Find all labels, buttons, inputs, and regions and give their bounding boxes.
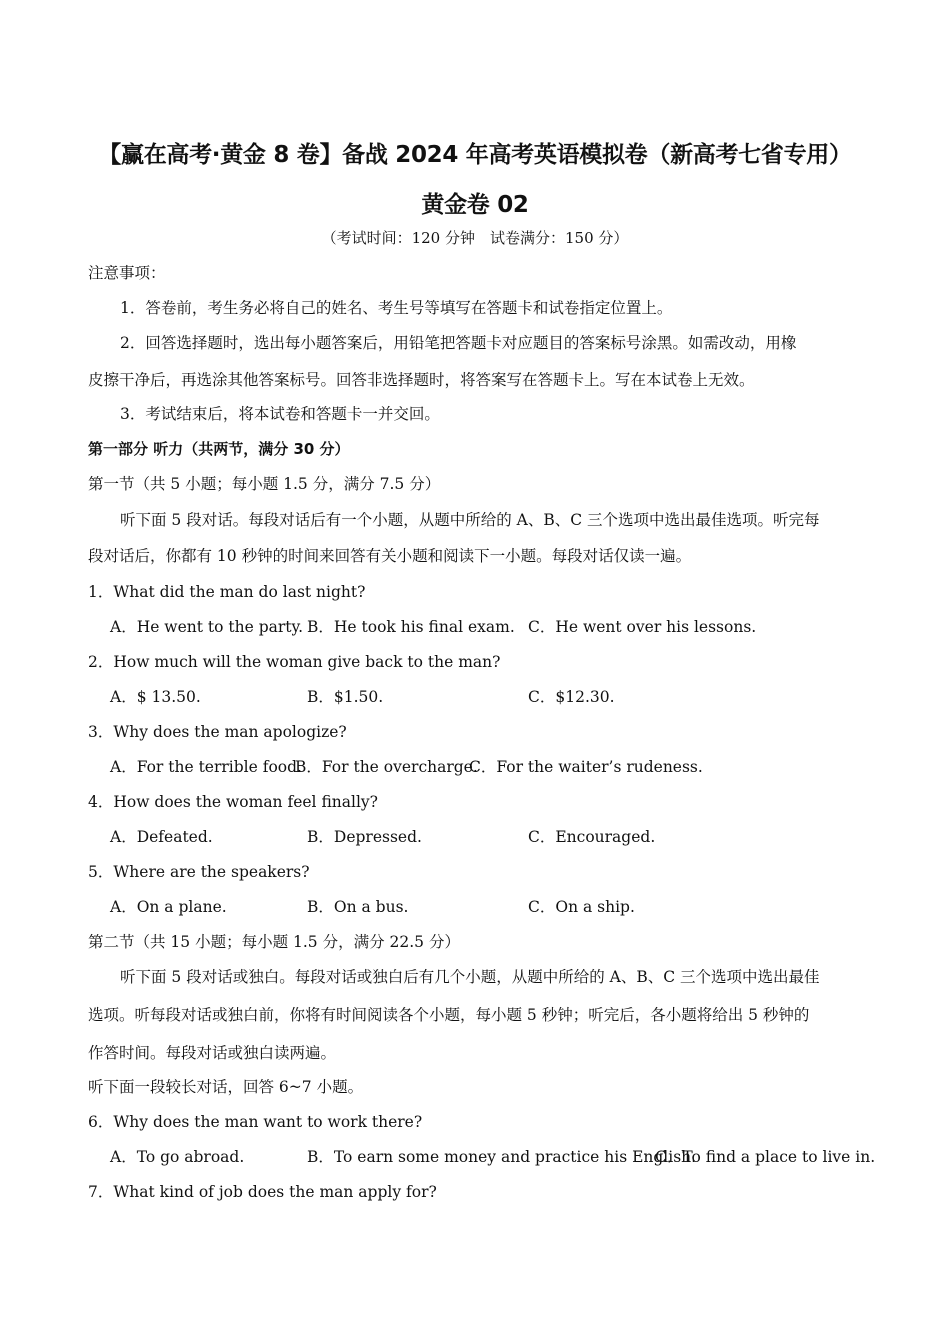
q2-option-c: C．$12.30. xyxy=(528,688,615,706)
q3-option-c: C．For the waiter’s rudeness. xyxy=(469,758,703,776)
q3-option-a: A．For the terrible food. xyxy=(110,758,302,776)
q4-option-b: B．Depressed. xyxy=(307,828,422,846)
q6-option-b: B．To earn some money and practice his English. xyxy=(307,1148,697,1166)
notice-item-2-line-2: 皮擦干净后，再选涂其他答案标号。回答非选择题时，将答案写在答题卡上。写在本试卷上无效。 xyxy=(88,371,755,389)
section1-instructions-line-2: 段对话后，你都有 10 秒钟的时间来回答有关小题和阅读下一小题。每段对话仅读一遍。 xyxy=(88,547,692,565)
passage-intro: 听下面一段较长对话，回答 6~7 小题。 xyxy=(88,1078,364,1096)
question-4: 4．How does the woman feel finally? xyxy=(88,793,378,811)
q1-option-b: B．He took his final exam. xyxy=(307,618,515,636)
question-2: 2．How much will the woman give back to the man? xyxy=(88,653,501,671)
question-1: 1．What did the man do last night? xyxy=(88,583,366,601)
q6-option-c: C．To find a place to live in. xyxy=(655,1148,876,1166)
exam-info: （考试时间：120 分钟 试卷满分：150 分） xyxy=(321,229,629,247)
q3-option-b: B．For the overcharge. xyxy=(295,758,478,776)
notice-item-2-line-1: 2．回答选择题时，选出每小题答案后，用铅笔把答题卡对应题目的答案标号涂黑。如需改动，用橡 xyxy=(120,334,797,352)
part1-heading: 第一部分 听力（共两节，满分 30 分） xyxy=(88,440,350,458)
notice-item-1: 1．答卷前，考生务必将自己的姓名、考生号等填写在答题卡和试卷指定位置上。 xyxy=(120,299,673,317)
q5-option-c: C．On a ship. xyxy=(528,898,635,916)
section2-heading: 第二节（共 15 小题；每小题 1.5 分，满分 22.5 分） xyxy=(88,933,460,951)
section1-instructions-line-1: 听下面 5 段对话。每段对话后有一个小题，从题中所给的 A、B、C 三个选项中选出最佳选项。听完每 xyxy=(120,511,820,529)
notice-heading: 注意事项： xyxy=(88,264,166,282)
q6-option-a: A．To go abroad. xyxy=(110,1148,245,1166)
q4-option-a: A．Defeated. xyxy=(110,828,213,846)
q2-option-b: B．$1.50. xyxy=(307,688,384,706)
q1-option-a: A．He went to the party. xyxy=(110,618,304,636)
notice-item-3: 3．考试结束后，将本试卷和答题卡一并交回。 xyxy=(120,405,440,423)
section2-instructions-line-3: 作答时间。每段对话或独白读两遍。 xyxy=(88,1044,337,1062)
section2-instructions-line-1: 听下面 5 段对话或独白。每段对话或独白后有几个小题，从题中所给的 A、B、C 三个选项中选出最佳 xyxy=(120,968,820,986)
section1-heading: 第一节（共 5 小题；每小题 1.5 分，满分 7.5 分） xyxy=(88,475,441,493)
question-3: 3．Why does the man apologize? xyxy=(88,723,347,741)
question-5: 5．Where are the speakers? xyxy=(88,863,310,881)
q5-option-a: A．On a plane. xyxy=(110,898,227,916)
question-6: 6．Why does the man want to work there? xyxy=(88,1113,423,1131)
q4-option-c: C．Encouraged. xyxy=(528,828,656,846)
section2-instructions-line-2: 选项。听每段对话或独白前，你将有时间阅读各个小题，每小题 5 秒钟；听完后，各小题将给出 5 秒钟的 xyxy=(88,1006,810,1024)
question-7: 7．What kind of job does the man apply for? xyxy=(88,1183,437,1201)
paper-subtitle: 黄金卷 02 xyxy=(421,192,529,218)
q1-option-c: C．He went over his lessons. xyxy=(528,618,757,636)
q2-option-a: A．$ 13.50. xyxy=(110,688,201,706)
q5-option-b: B．On a bus. xyxy=(307,898,409,916)
exam-title: 【赢在高考·黄金 8 卷】备战 2024 年高考英语模拟卷（新高考七省专用） xyxy=(98,142,852,168)
